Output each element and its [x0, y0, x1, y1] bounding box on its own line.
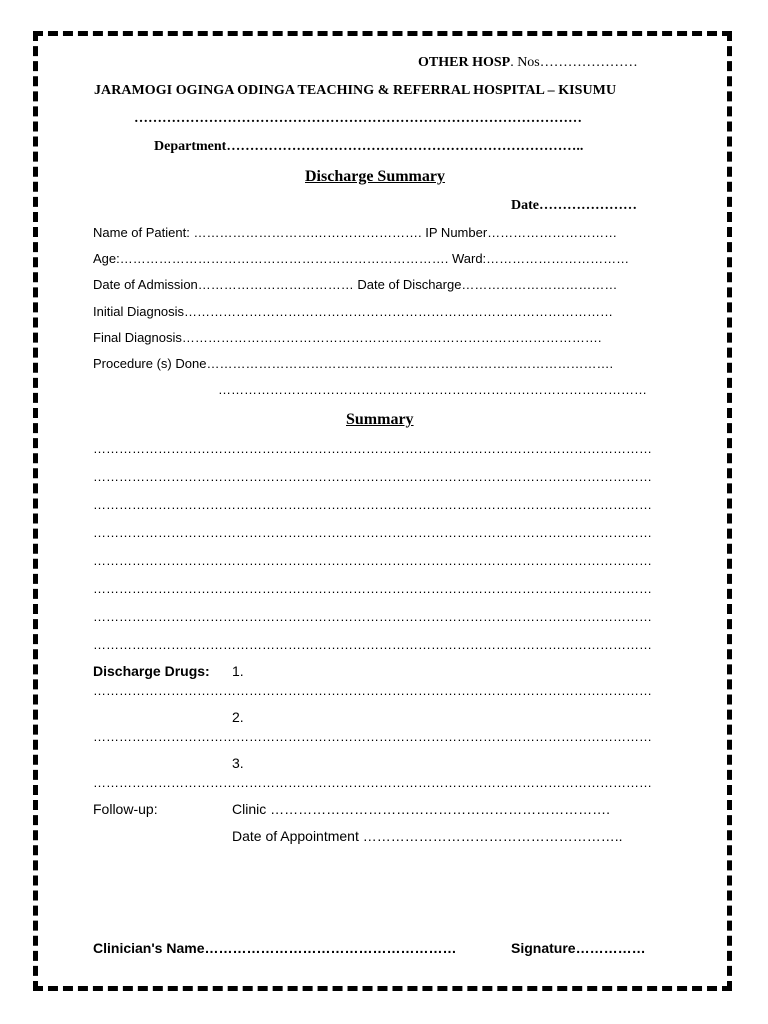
summary-line: …………………………………………………………………………………………………………………: [93, 525, 652, 540]
hospital-name: JARAMOGI OGINGA ODINGA TEACHING & REFERRAL HOSPITAL – KISUMU: [94, 83, 617, 98]
other-hosp-field: [418, 55, 638, 71]
summary-line: …………………………………………………………………………………………………………………: [93, 637, 652, 652]
signature-field: Signature……………: [511, 940, 646, 956]
drug-line-3: …………………………………………………………………………………………………………………: [93, 775, 652, 790]
department-field: [154, 139, 583, 155]
drug-item-3-number: 3.: [232, 755, 244, 771]
procedure-continuation: ………………………………………………………………………………………: [218, 382, 647, 397]
summary-line: …………………………………………………………………………………………………………………: [93, 469, 652, 484]
department-dots: …………………………………………………………………..: [226, 139, 584, 154]
drug-item-2-number: 2.: [232, 709, 244, 725]
page-title: Discharge Summary: [305, 168, 445, 185]
procedure-field: Procedure (s) Done………………………………………………………………………………….: [93, 356, 614, 371]
summary-line: …………………………………………………………………………………………………………………: [93, 441, 652, 456]
summary-line: …………………………………………………………………………………………………………………: [93, 581, 652, 596]
summary-line: …………………………………………………………………………………………………………………: [93, 609, 652, 624]
other-hosp-label: OTHER HOSP: [418, 55, 511, 70]
age-ward-field: Age:…………………………………………………………………. Ward:……………………………: [93, 251, 630, 266]
date-field: Date…………………: [511, 198, 637, 213]
admission-discharge-field: Date of Admission……………………………… Date of Discharge………………………………: [93, 277, 618, 292]
patient-name-field: Name of Patient: ……………………….……………………. IP Number…………………………: [93, 225, 618, 240]
final-diagnosis-field: Final Diagnosis…………………………………………………………………………………….: [93, 330, 602, 345]
discharge-drugs-label: Discharge Drugs:: [93, 663, 210, 679]
summary-line: …………………………………………………………………………………………………………………: [93, 553, 652, 568]
hospital-dots: ……………………………………………………………………………………: [134, 111, 582, 126]
drug-line-1: …………………………………………………………………………………………………………………: [93, 683, 652, 698]
summary-heading: Summary: [346, 411, 414, 428]
summary-line: …………………………………………………………………………………………………………………: [93, 497, 652, 512]
initial-diagnosis-field: Initial Diagnosis………………………………………………………………………………………: [93, 304, 614, 319]
clinician-name-field: Clinician's Name………………………………………………: [93, 940, 457, 956]
appointment-date-field: Date of Appointment ………………………………………………..: [232, 828, 623, 844]
department-label: Department: [154, 139, 227, 154]
drug-line-2: …………………………………………………………………………………………………………………: [93, 729, 652, 744]
drug-item-1-number: 1.: [232, 663, 244, 679]
other-hosp-suffix: . Nos…………………: [510, 55, 638, 70]
follow-up-label: Follow-up:: [93, 801, 158, 817]
clinic-field: Clinic ……………………………………………………………….: [232, 801, 611, 817]
